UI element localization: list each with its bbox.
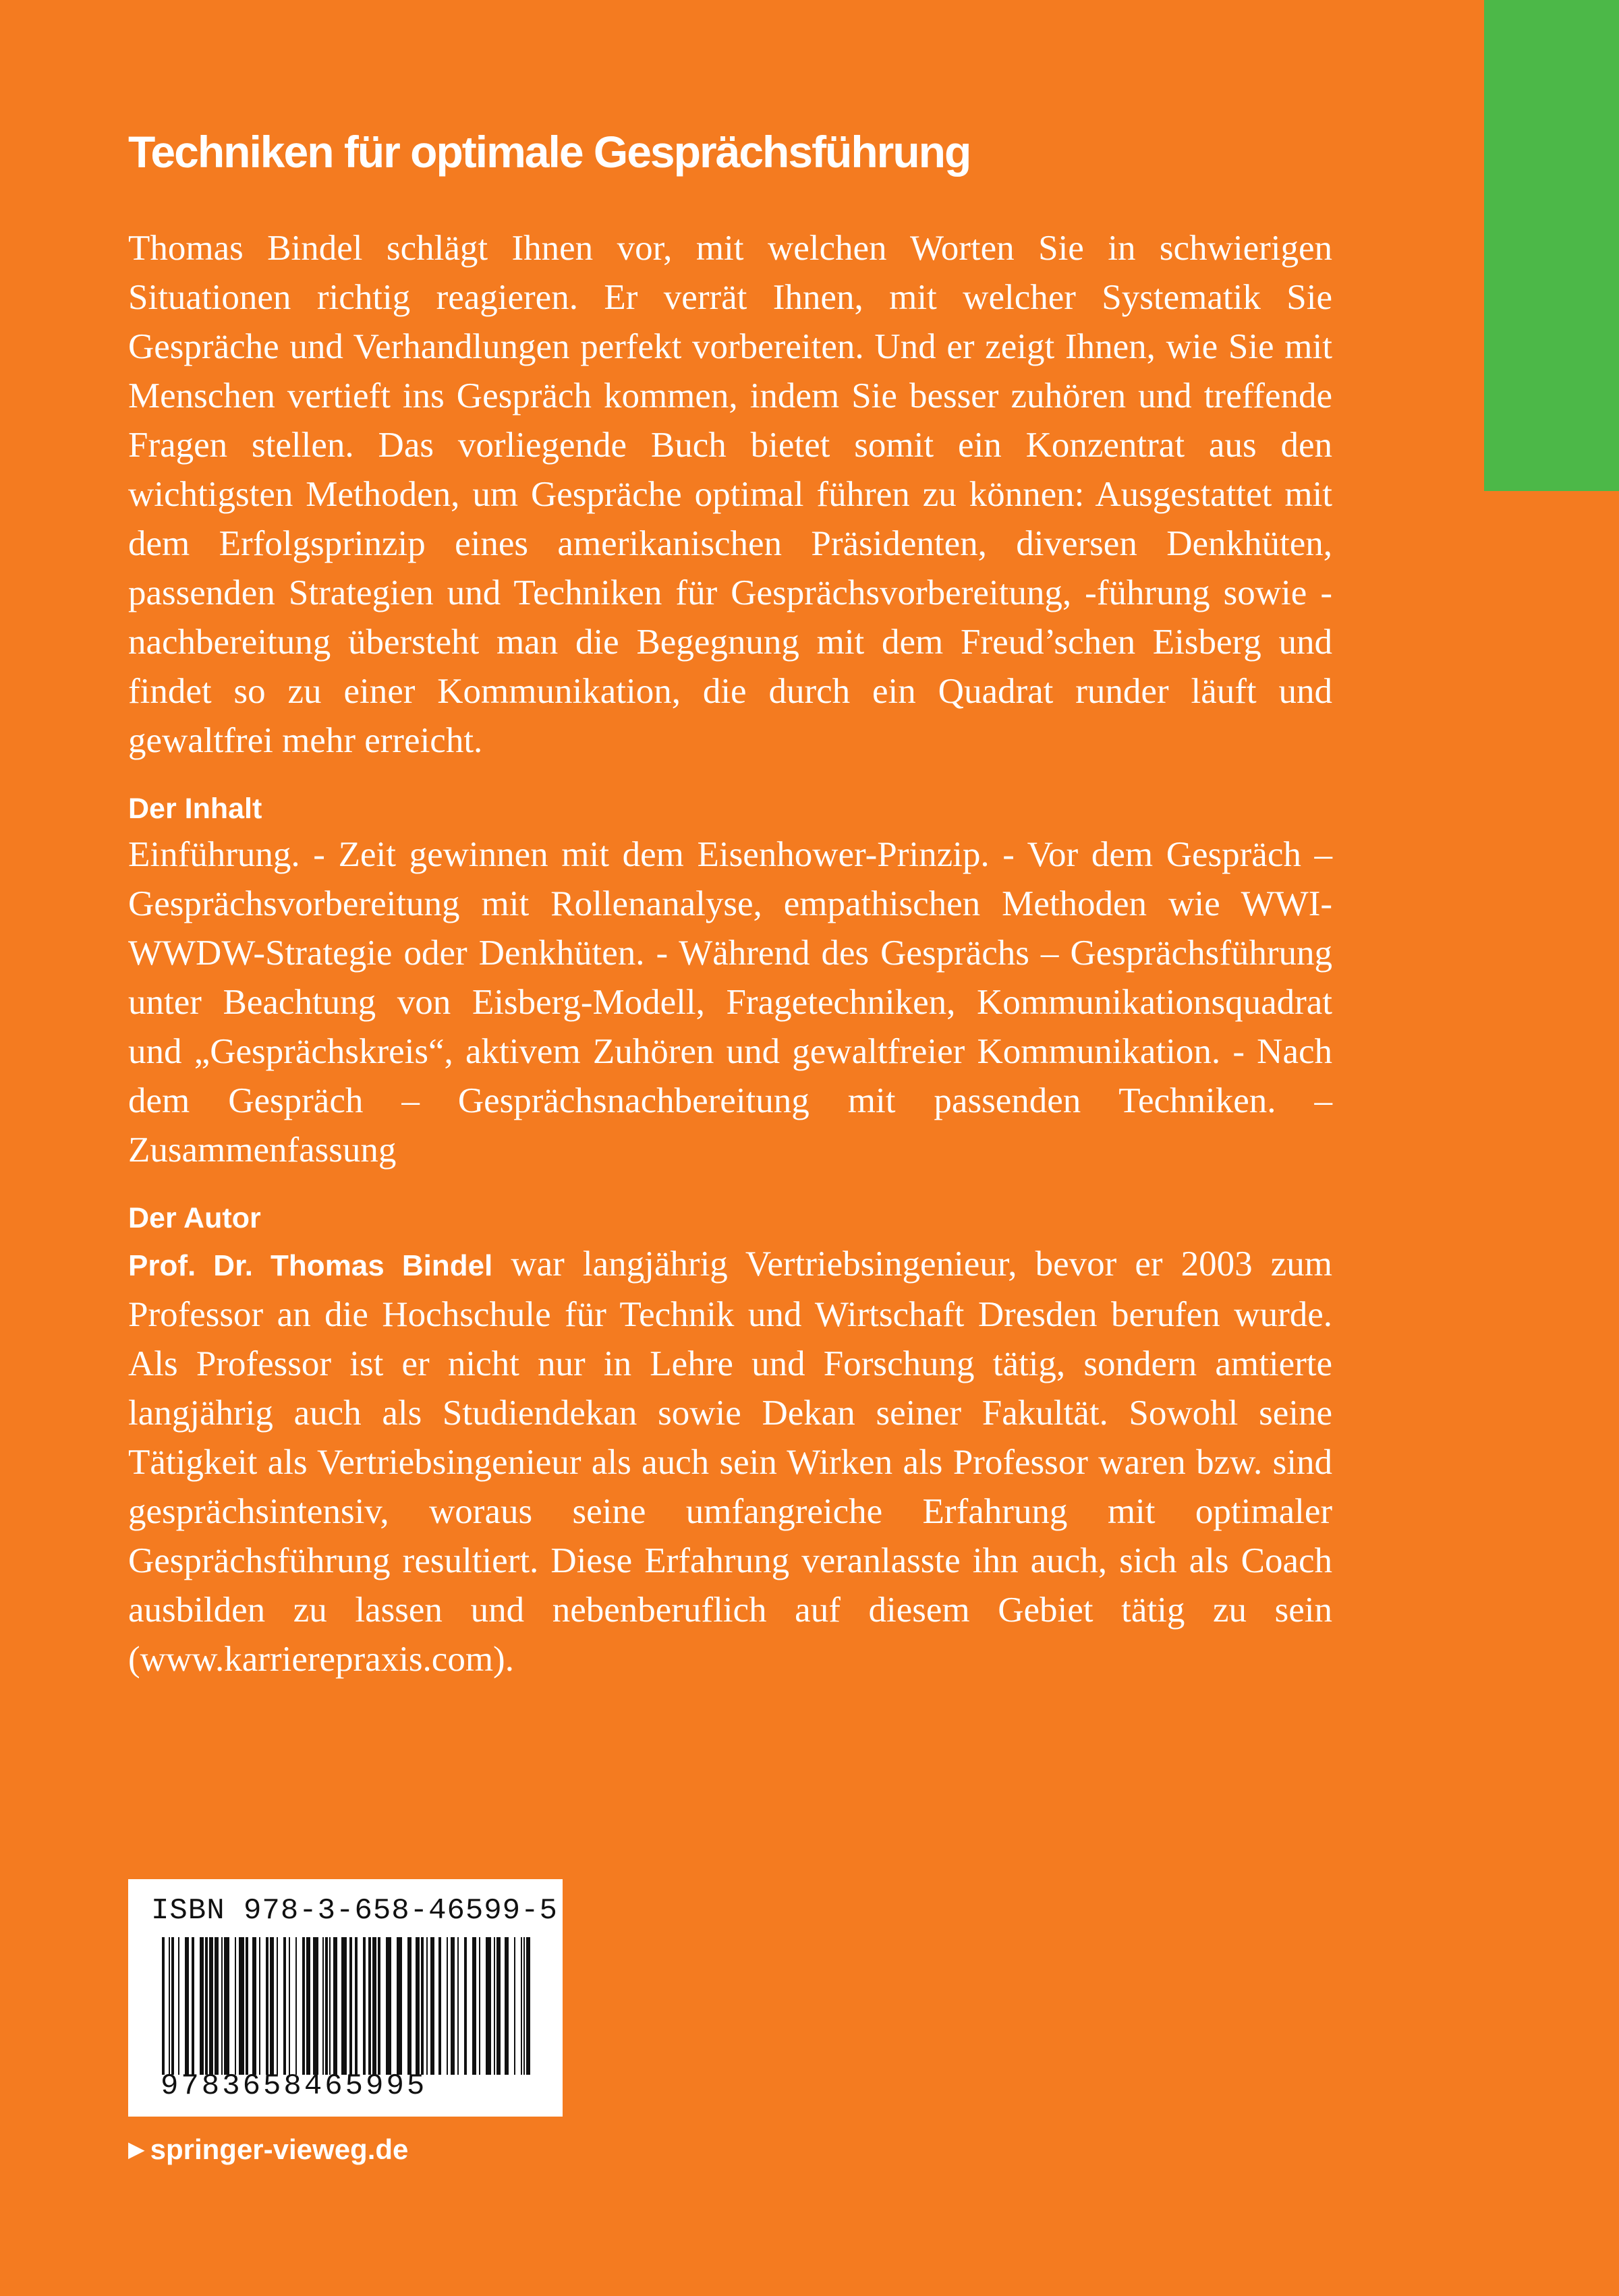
isbn-label: ISBN 978-3-658-46599-5 — [151, 1894, 558, 1928]
cover-title: Techniken für optimale Gesprächsführung — [128, 127, 971, 177]
isbn-barcode — [128, 1879, 563, 2117]
publisher-link[interactable] — [128, 2130, 408, 2169]
author-name: Prof. Dr. Thomas Bindel — [128, 1249, 493, 1282]
author-bio: war langjährig Vertriebsingenieur, bevor er 2003 zum Professor an die Hochschule für Technik und Wirtschaft Dresden berufen wurde. Als Professor ist er nicht nur in Lehre und Forschung tätig, sondern amtierte langjährig auch als Studiendekan sowie Dekan seiner Fakultät. Sowohl seine Tätigkeit als Vertriebsingenieur als auch sein Wirken als Professor waren bzw. sind gesprächsintensiv, woraus seine umfangreiche Erfahrung mit optimaler Gesprächsführung resultiert. Diese Erfahrung veranlasste ihn auch, sich als Coach ausbilden zu lassen und nebenberuflich auf diesem Gebiet tätig zu sein (www.karrierepraxis.com). — [128, 1244, 1332, 1679]
contents-heading: Der Inhalt — [128, 793, 262, 825]
author-paragraph — [128, 1240, 1332, 1684]
triangle-right-icon: ▶ — [128, 2137, 145, 2161]
author-heading: Der Autor — [128, 1202, 261, 1234]
ean-digits: 9783658465995 — [161, 2069, 428, 2103]
publisher-url: springer-vieweg.de — [150, 2133, 409, 2165]
green-accent-tab — [1484, 0, 1619, 491]
intro-paragraph: Thomas Bindel schlägt Ihnen vor, mit welchen Worten Sie in schwierigen Situationen richtig reagieren. Er verrät Ihnen, mit welcher Systematik Sie Gespräche und Verhandlungen perfekt vorbereiten. Und er zeigt Ihnen, wie Sie mit Menschen vertieft ins Gespräch kommen, indem Sie besser zuhören und treffende Fragen stellen. Das vorliegende Buch bietet somit ein Konzentrat aus den wichtigsten Methoden, um Gespräche optimal führen zu können: Ausgestattet mit dem Erfolgsprinzip eines amerikanischen Präsidenten, diversen Denkhüten, passenden Strategien und Techniken für Gesprächsvorbereitung, -führung sowie -nachbereitung übersteht man die Begegnung mit dem Freud’schen Eisberg und findet so zu einer Kommunikation, die durch ein Quadrat runder läuft und gewaltfrei mehr erreicht. — [128, 229, 1332, 760]
back-cover-content — [128, 121, 1332, 1684]
contents-paragraph: Einführung. - Zeit gewinnen mit dem Eisenhower-Prinzip. - Vor dem Gespräch – Gesprächsvorbereitung mit Rollenanalyse, empathischen Methoden wie WWI-WWDW-Strategie oder Denkhüten. - Während des Gesprächs – Gesprächsführung unter Beachtung von Eisberg-Modell, Fragetechniken, Kommunikationsquadrat und „Gesprächskreis“, aktivem Zuhören und gewaltfreier Kommunikation. - Nach dem Gespräch – Gesprächsnachbereitung mit passenden Techniken. – Zusammenfassung — [128, 835, 1332, 1170]
